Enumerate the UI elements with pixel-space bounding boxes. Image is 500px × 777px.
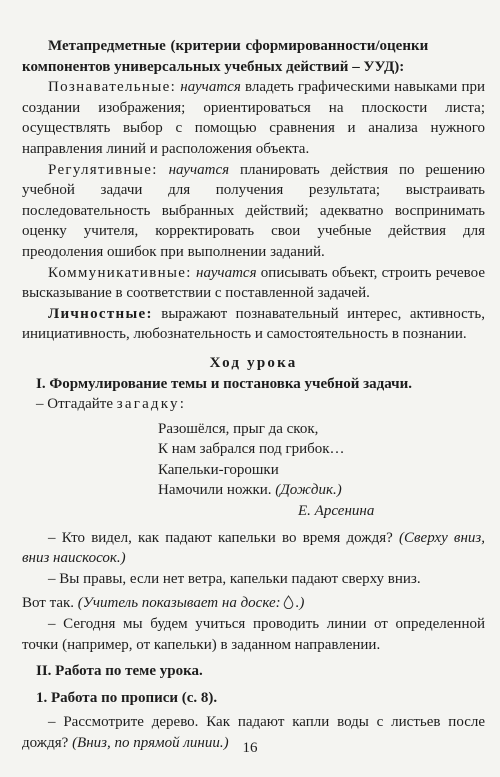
communicative-will-learn: научатся — [196, 264, 257, 281]
question2: – Вы правы, если нет ветра, капельки падают сверху вниз. — [48, 570, 421, 587]
personal-label: Личностные: — [48, 305, 153, 322]
page-number: 16 — [242, 740, 258, 756]
communicative-label: Коммуникативные: — [48, 264, 192, 281]
personal-paragraph — [22, 304, 485, 345]
riddle-intro: – Отгадайте загадку: — [36, 396, 184, 413]
cognitive-paragraph — [22, 77, 485, 159]
section2-heading: II. Работа по теме урока. — [36, 663, 203, 680]
poem-answer: (Дождик.) — [275, 482, 342, 499]
answer4: (Вниз, по прямой линии.) — [72, 735, 229, 751]
cognitive-text: владеть графическими навыками при создании изображения; ориентироваться на плоскости листа; осуществлять выбор с помощью сравнения и анализа нужного направления линий и расположения объекта. — [22, 79, 485, 157]
page-content — [22, 36, 485, 754]
metasubject-heading-line2: компонентов универсальных учебных действий – УУД): — [22, 58, 405, 75]
question1: – Кто видел, как падают капельки во время дождя? (Сверху вниз, вниз наискосок.) — [22, 529, 485, 567]
regulative-label: Регулятивные: — [48, 161, 158, 178]
question4: – Рассмотрите дерево. Как падают капли воды с листьев после дождя? (Вниз, по прямой линии.) — [22, 714, 485, 751]
teacher-note: (Учитель показывает на доске: — [77, 595, 281, 612]
poem-line: Разошёлся, прыг да скок, — [158, 420, 319, 437]
section1-heading: I. Формулирование темы и постановка учебной задачи. — [36, 375, 413, 392]
poem-author: Е. Арсенина — [298, 503, 375, 520]
answer1: (Сверху вниз, вниз наискосок.) — [22, 529, 485, 567]
communicative-paragraph — [22, 263, 485, 304]
raindrop-icon — [283, 595, 294, 609]
poem-line: Капельки-горошки — [158, 461, 279, 478]
question3: – Сегодня мы будем учиться проводить линии от определенной точки (например, от капельки) в заданном направлении. — [22, 616, 485, 653]
lesson-title: Ход урока — [209, 354, 298, 371]
riddle-word: загадку — [116, 396, 180, 413]
regulative-paragraph — [22, 160, 485, 263]
personal-text: выражают познавательный интерес, активность, инициативность, любознательность и самостоятельность в познании. — [22, 305, 485, 343]
communicative-text: описывать объект, строить речевое высказывание в соответствии с поставленной задачей. — [22, 264, 486, 302]
metasubject-heading-line1: Метапредметные (критерии сформированности/оценки — [48, 38, 429, 54]
poem-line: Намочили ножки. (Дождик.) — [158, 482, 342, 499]
cognitive-will-learn: научатся — [180, 79, 241, 96]
subsection1-heading: 1. Работа по прописи (с. 8). — [36, 689, 218, 706]
regulative-will-learn: научатся — [168, 161, 230, 178]
teacher-note-end: .) — [295, 595, 305, 612]
question2-continued: Вот так. (Учитель показывает на доске: .) — [22, 595, 305, 612]
riddle-poem — [158, 419, 485, 501]
cognitive-label: Познавательные: — [48, 79, 177, 96]
poem-line: К нам забрался под грибок… — [158, 441, 345, 458]
regulative-text: планировать действия по решению учебной задачи для получения результата; выстраивать последовательность выбранных действий; адекватно воспринимать оценку учителя, корректировать свои учебные действия для преодоления ошибок при выполнении заданий. — [22, 161, 486, 260]
